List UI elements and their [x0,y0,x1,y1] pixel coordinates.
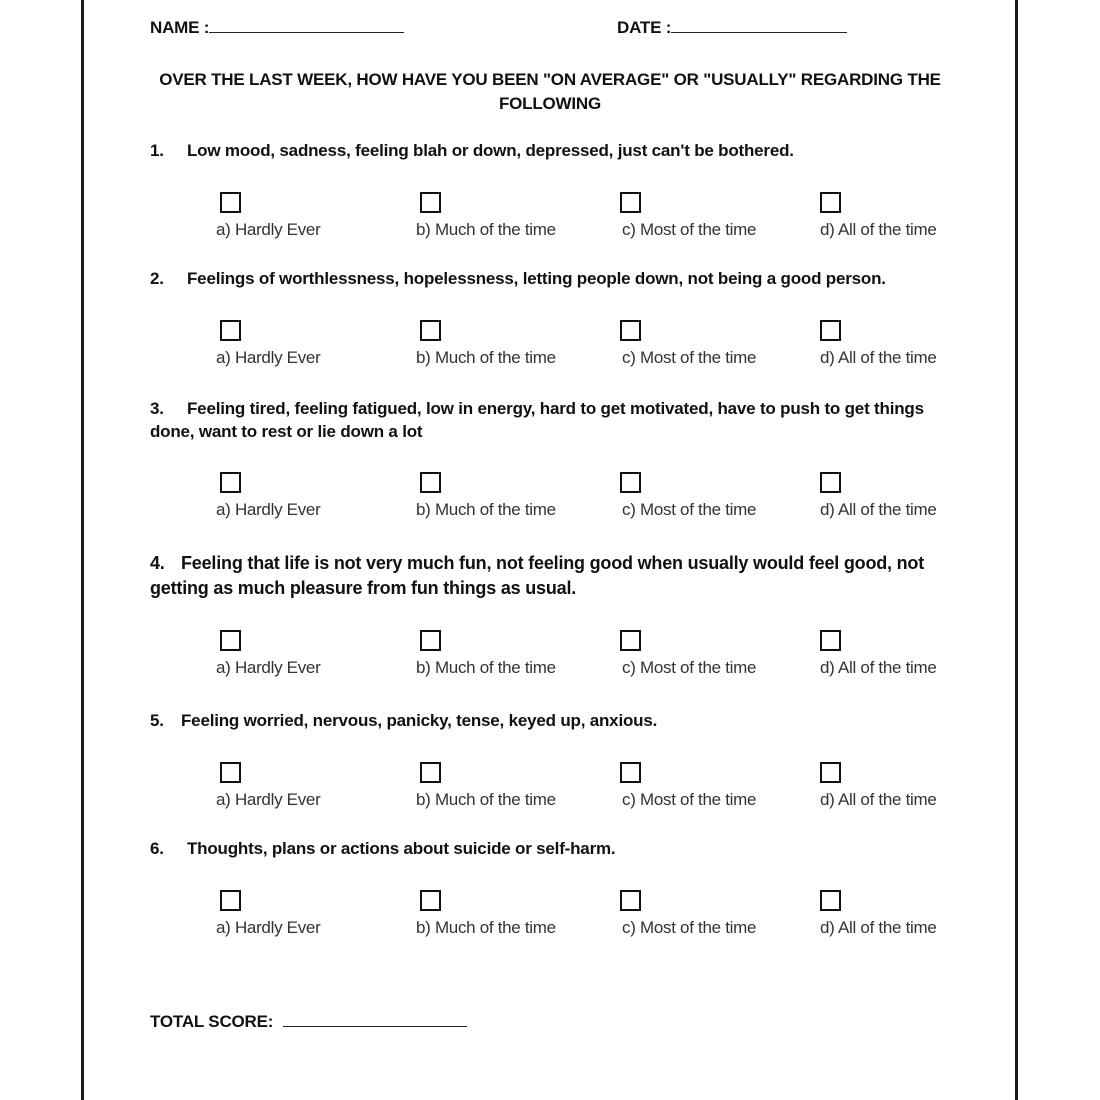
checkbox-hardly-ever[interactable] [220,472,241,493]
option-label: c) Most of the time [622,918,757,937]
checkbox-hardly-ever[interactable] [220,192,241,213]
option-label: a) Hardly Ever [216,348,321,367]
question-text: Feeling tired, feeling fatigued, low in energy, hard to get motivated, have to push to get things done, want to rest or lie down a lot [150,399,924,441]
question-6 [150,837,970,860]
question-1 [150,139,970,162]
checkbox-most-of-the-time[interactable] [620,320,641,341]
checkbox-all-of-the-time[interactable] [820,890,841,911]
question-2 [150,267,970,290]
option-label: c) Most of the time [622,220,757,239]
option-label: d) All of the time [820,918,937,937]
option-label: b) Much of the time [416,790,556,809]
date-field [617,18,847,38]
option-label: c) Most of the time [622,658,757,677]
option-label: b) Much of the time [416,918,556,937]
checkbox-all-of-the-time[interactable] [820,192,841,213]
question-number: 4. [150,553,165,573]
question-text: Low mood, sadness, feeling blah or down, depressed, just can't be bothered. [187,141,794,160]
checkbox-hardly-ever[interactable] [220,320,241,341]
answer-row-2 [0,320,1100,380]
checkbox-all-of-the-time[interactable] [820,320,841,341]
checkbox-much-of-the-time[interactable] [420,630,441,651]
option-label: a) Hardly Ever [216,500,321,519]
answer-row-3 [0,472,1100,532]
checkbox-hardly-ever[interactable] [220,890,241,911]
date-label: DATE : [617,18,672,37]
answer-row-4 [0,630,1100,690]
question-5 [150,709,970,732]
checkbox-much-of-the-time[interactable] [420,320,441,341]
question-number: 3. [150,399,164,418]
answer-row-5 [0,762,1100,822]
question-number: 1. [150,141,164,160]
checkbox-most-of-the-time[interactable] [620,472,641,493]
checkbox-most-of-the-time[interactable] [620,890,641,911]
option-label: d) All of the time [820,348,937,367]
checkbox-much-of-the-time[interactable] [420,472,441,493]
option-label: b) Much of the time [416,348,556,367]
name-input-line[interactable] [209,18,404,33]
checkbox-all-of-the-time[interactable] [820,472,841,493]
option-label: c) Most of the time [622,500,757,519]
option-label: b) Much of the time [416,500,556,519]
checkbox-most-of-the-time[interactable] [620,630,641,651]
option-label: d) All of the time [820,220,937,239]
checkbox-much-of-the-time[interactable] [420,192,441,213]
option-label: a) Hardly Ever [216,918,321,937]
option-label: c) Most of the time [622,790,757,809]
checkbox-hardly-ever[interactable] [220,630,241,651]
checkbox-hardly-ever[interactable] [220,762,241,783]
instructions-heading: OVER THE LAST WEEK, HOW HAVE YOU BEEN "ON AVERAGE" OR "USUALLY" REGARDING THE FOLLOWING [159,70,941,113]
option-label: a) Hardly Ever [216,658,321,677]
total-score-input-line[interactable] [283,1012,467,1027]
question-text: Feeling worried, nervous, panicky, tense, keyed up, anxious. [181,711,658,730]
checkbox-most-of-the-time[interactable] [620,762,641,783]
checkbox-most-of-the-time[interactable] [620,192,641,213]
option-label: a) Hardly Ever [216,220,321,239]
checkbox-much-of-the-time[interactable] [420,890,441,911]
answer-row-6 [0,890,1100,950]
option-label: d) All of the time [820,500,937,519]
option-label: d) All of the time [820,790,937,809]
date-input-line[interactable] [671,18,847,33]
question-number: 6. [150,839,164,858]
checkbox-all-of-the-time[interactable] [820,630,841,651]
question-text: Thoughts, plans or actions about suicide or self-harm. [187,839,616,858]
question-4 [150,551,940,601]
checkbox-much-of-the-time[interactable] [420,762,441,783]
option-label: a) Hardly Ever [216,790,321,809]
question-text: Feeling that life is not very much fun, not feeling good when usually would feel good, not getting as much pleasure from fun things as usual. [150,553,925,598]
answer-row-1 [0,192,1100,252]
name-field [150,18,404,38]
total-score-field [150,1012,467,1032]
option-label: b) Much of the time [416,220,556,239]
question-text: Feelings of worthlessness, hopelessness, letting people down, not being a good person. [187,269,886,288]
name-label: NAME : [150,18,210,37]
option-label: d) All of the time [820,658,937,677]
option-label: c) Most of the time [622,348,757,367]
total-score-label: TOTAL SCORE: [150,1012,274,1031]
question-number: 2. [150,269,164,288]
question-3 [150,397,960,443]
option-label: b) Much of the time [416,658,556,677]
checkbox-all-of-the-time[interactable] [820,762,841,783]
question-number: 5. [150,711,164,730]
